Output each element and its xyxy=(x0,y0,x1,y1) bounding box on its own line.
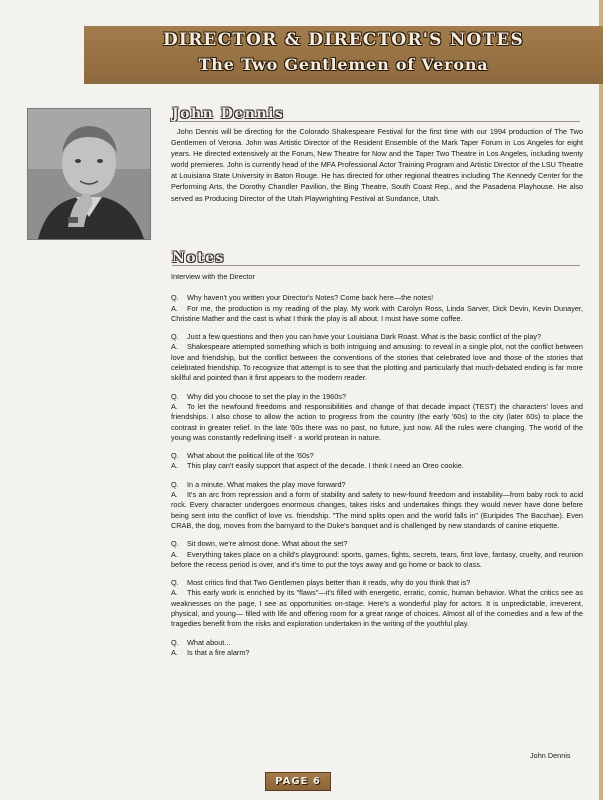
question-label: Q. xyxy=(171,451,179,461)
header-subtitle: The Two Gentlemen of Verona xyxy=(198,55,489,74)
question-label: Q. xyxy=(171,391,179,401)
bio-heading: John Dennis xyxy=(172,106,285,122)
page-number-badge: PAGE 6 xyxy=(265,772,331,791)
answer-label: A. xyxy=(171,588,178,598)
notes-body xyxy=(171,272,583,666)
signature: John Dennis xyxy=(530,751,571,760)
header-title: DIRECTOR & DIRECTOR'S NOTES xyxy=(162,30,524,50)
answer-label: A. xyxy=(171,461,178,471)
question-label: Q. xyxy=(171,578,179,588)
question-label: Q. xyxy=(171,479,179,489)
question xyxy=(171,293,583,303)
question xyxy=(171,480,583,490)
answer xyxy=(171,588,583,629)
question xyxy=(171,638,583,648)
question-text: Why haven't you written your Director's Notes? Come back here—the notes! xyxy=(187,293,434,303)
answer xyxy=(171,490,583,531)
answer-text: This play can't easily support that aspect of the decade. I think I need an Oreo cookie. xyxy=(187,461,464,471)
answer-text: Is that a fire alarm? xyxy=(187,647,250,657)
answer xyxy=(171,461,583,471)
bio-text: John Dennis will be directing for the Colorado Shakespeare Festival for the first time with our 1994 production of The Two Gentlemen of Verona. John was Artistic Director of the Resident Ensemble of the Mark Taper Forum in Los Angeles for eight years. He directed extensively at the Forum, New Theatre for Now and the Taper Two Theatre in Los Angeles, including twenty world premieres. John is currently head of the MFA Professional Actor Training Program and Artistic Director of the LSU Theatre at Louisiana State University in Baton Rouge. He has directed for other regional theatres including The Kennedy Center for the Performing Arts, the Dorothy Chandler Pavilion, the Bing Theatre, South Coast Rep., and the Pasadena Playhouse. He also served as Producing Director of the Utah Playwrighting Festival at Sundance, Utah. xyxy=(171,127,583,203)
header-banner xyxy=(84,26,603,84)
answer-text: Everything takes place on a child's playground: sports, games, fights, secrets, tears, first love, fantasy, cruelty, and reunion before the recess period is over, and it's time to put the toys away and go home or back to class. xyxy=(171,549,583,569)
answer-label: A. xyxy=(171,647,178,657)
question-text: Most critics find that Two Gentlemen plays better than it reads, why do you think that is? xyxy=(187,578,471,588)
question-label: Q. xyxy=(171,637,179,647)
answer xyxy=(171,304,583,325)
answer-text: This early work is enriched by its "flaws"—it's filled with energetic, erratic, comic, human behavior. What the critics see as weaknesses on the page, I see as opportunities on-stage. Here's a wonderful play for actors. It is unpredictable, irreverent, physical, and young— filled with life and offering room for a great range of choices. Almost all of the comedies and a few of the tragedies benefit from the risks and exploration undertaken in the writing of the youthful play. xyxy=(171,588,583,629)
question-text: Just a few questions and then you can have your Louisiana Dark Roast. What is the basic conflict of the play? xyxy=(187,332,542,342)
answer xyxy=(171,550,583,571)
question-text: Why did you choose to set the play in the 1960s? xyxy=(187,391,347,401)
bio-rule xyxy=(172,121,580,122)
answer-label: A. xyxy=(171,549,178,559)
question-label: Q. xyxy=(171,539,179,549)
qa-block xyxy=(171,578,583,629)
notes-heading: Notes xyxy=(172,250,225,266)
answer-text: Shakespeare attempted something which is both intriguing and amusing: to reveal in a single plot, not the conflict between love and friendship, but the conflict between the conventions of the stories that celebrated love and those of the stories that celebrated friendship. To recognize that attempt is to see that the plotting and particularly that much-debated ending is far more skillful and pointed than it first appears to the modern reader. xyxy=(171,342,583,383)
answer xyxy=(171,402,583,443)
question xyxy=(171,451,583,461)
answer-label: A. xyxy=(171,401,178,411)
answer-text: For me, the production is my reading of the play. My work with Carolyn Ross, Linda Sarver, Dick Devin, Kevin Dunayer, Christine Mather and the cast is what I think the play is all about. I must have some coffee. xyxy=(171,303,583,323)
qa-block xyxy=(171,539,583,570)
question xyxy=(171,539,583,549)
question xyxy=(171,332,583,342)
question-label: Q. xyxy=(171,332,179,342)
answer-label: A. xyxy=(171,490,178,500)
qa-block xyxy=(171,480,583,531)
qa-block xyxy=(171,293,583,324)
director-photo xyxy=(27,108,151,240)
question-text: What about the political life of the '60s? xyxy=(187,451,314,461)
question-text: What about... xyxy=(187,637,231,647)
question xyxy=(171,392,583,402)
answer xyxy=(171,342,583,383)
answer-label: A. xyxy=(171,303,178,313)
notes-rule xyxy=(172,265,580,266)
qa-block xyxy=(171,392,583,443)
question-text: In a minute. What makes the play move forward? xyxy=(187,479,346,489)
notes-intro: Interview with the Director xyxy=(171,272,255,281)
question xyxy=(171,578,583,588)
answer-label: A. xyxy=(171,342,178,352)
qa-list xyxy=(171,293,583,658)
question-text: Sit down, we're almost done. What about the set? xyxy=(187,539,348,549)
qa-block xyxy=(171,332,583,383)
portrait-image xyxy=(28,109,150,239)
question-label: Q. xyxy=(171,293,179,303)
qa-block xyxy=(171,638,583,659)
answer xyxy=(171,648,583,658)
answer-text: It's an arc from repression and a form of stability and safety to new-found freedom and instability—from baby rock to acid rock. Every character undergoes enormous changes, takes risks and undertakes things they would never have done before being sent into the conflict of love vs. friendship. "The mind splits open and the world falls in" (Euripides The Bacchae). Even CRAB, the dog, moves from the barnyard to the Duke's banquet and is challenged by new standards of canine etiquette. xyxy=(171,490,583,530)
answer-text: To let the newfound freedoms and responsibilities and change of that decade impact (TEST) the characters' loves and friendships. I also chose to allow the action to progress from the country (the early '60s) to the city (later 60s) to place the contrast in greater relief. In the late '60s there was no past, no future, just now. All the rules were changing. The world of the young was constantly redefining itself - a world protean in nature. xyxy=(171,401,583,442)
page-edge xyxy=(599,0,603,800)
qa-block xyxy=(171,451,583,472)
